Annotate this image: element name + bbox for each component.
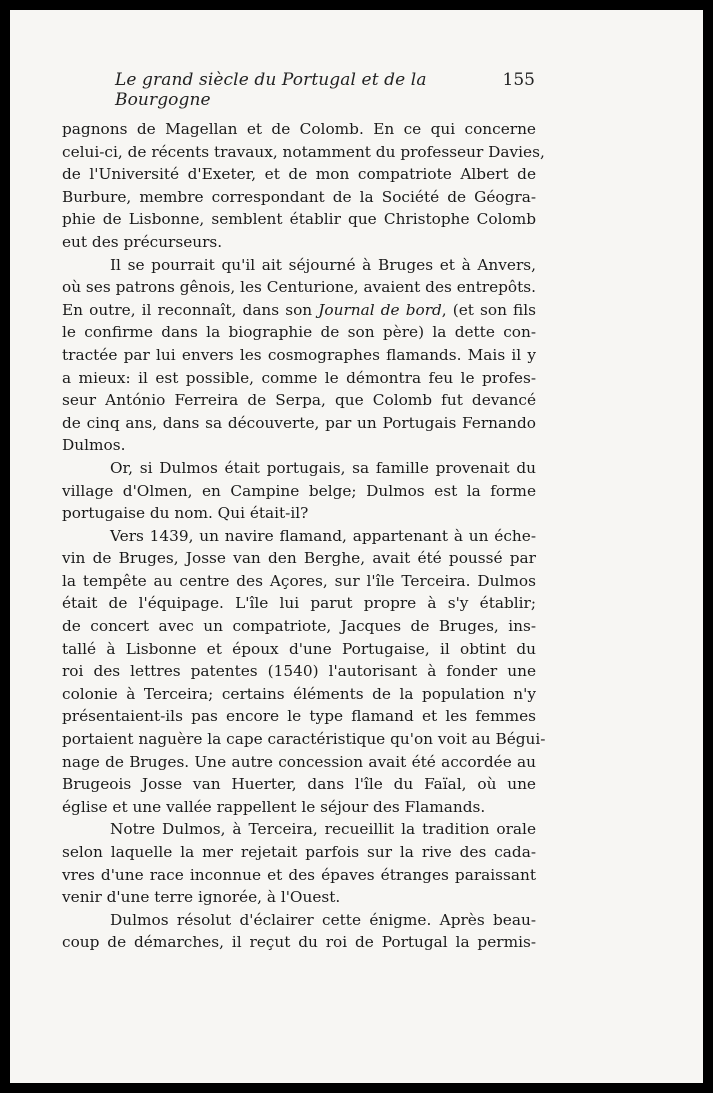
text-line: Notre Dulmos, à Terceira, recueillit la tradition orale (110, 820, 536, 839)
text-line: était de l'équipage. L'île lui parut propre à s'y établir; (62, 594, 536, 613)
text-line: la tempête au centre des Açores, sur l'île Terceira. Dulmos (62, 571, 536, 590)
text-line: a mieux: il est possible, comme le démontra feu le profes- (62, 368, 536, 387)
text-line: de l'Université d'Exeter, et de mon compatriote Albert de (62, 165, 536, 184)
text-line: Or, si Dulmos était portugais, sa famille provenait du (110, 458, 536, 477)
text-line: nage de Bruges. Une autre concession avait été accordée au (62, 752, 536, 771)
text-line: Dulmos. (62, 436, 126, 455)
text-line: vin de Bruges, Josse van den Berghe, avait été poussé par (62, 549, 536, 568)
book-page (10, 10, 703, 1083)
page-number: 155 (502, 70, 535, 90)
text-line: Burbure, membre correspondant de la Société de Géogra- (62, 187, 536, 206)
text-line: pagnons de Magellan et de Colomb. En ce qui concerne (62, 120, 536, 138)
text-line: portaient naguère la cape caractéristique qu'on voit au Bégui- (62, 730, 546, 749)
text-line: de cinq ans, dans sa découverte, par un Portugais Fernando (62, 413, 536, 432)
book-title-emphasis: Journal de bord (318, 300, 442, 319)
text-line: colonie à Terceira; certains éléments de la population n'y (62, 684, 536, 703)
text-line: tractée par lui envers les cosmographes flamands. Mais il y (62, 345, 536, 364)
text-line: tallé à Lisbonne et époux d'une Portugaise, il obtint du (62, 639, 536, 658)
text-line: coup de démarches, il reçut du roi de Portugal la permis- (62, 933, 536, 952)
text-line: église et une vallée rappellent le séjour des Flamands. (62, 797, 486, 816)
text-line: roi des lettres patentes (1540) l'autorisant à fonder une (62, 662, 536, 681)
text-line: le confirme dans la biographie de son père) la dette con- (62, 323, 536, 342)
text-line: seur António Ferreira de Serpa, que Colomb fut devancé (62, 391, 536, 410)
text-line: où ses patrons gênois, les Centurione, avaient des entrepôts. (62, 278, 536, 297)
body-text (62, 118, 546, 954)
text-line: phie de Lisbonne, semblent établir que Christophe Colomb (62, 210, 536, 229)
page-header (115, 70, 535, 110)
text-line: présentaient-ils pas encore le type flamand et les femmes (62, 707, 536, 726)
text-line: En outre, il reconnaît, dans son Journal de bord, (et son fils (62, 300, 536, 319)
text-line: venir d'une terre ignorée, à l'Ouest. (62, 888, 341, 907)
text-line: vres d'une race inconnue et des épaves étranges paraissant (62, 865, 536, 884)
text-line: eut des précurseurs. (62, 232, 223, 251)
text-line: de concert avec un compatriote, Jacques de Bruges, ins- (62, 617, 536, 636)
text-line: village d'Olmen, en Campine belge; Dulmos est la forme (62, 481, 536, 500)
text-line: portugaise du nom. Qui était-il? (62, 504, 309, 523)
text-line: Dulmos résolut d'éclairer cette énigme. Après beau- (110, 910, 536, 929)
text-line: Il se pourrait qu'il ait séjourné à Bruges et à Anvers, (110, 255, 536, 274)
text-line: celui-ci, de récents travaux, notamment du professeur Davies, (62, 142, 545, 161)
running-title: Le grand siècle du Portugal et de la Bourgogne (115, 70, 427, 110)
text-line: Vers 1439, un navire flamand, appartenant à un éche- (110, 526, 536, 545)
text-line: Brugeois Josse van Huerter, dans l'île du Faïal, où une (62, 775, 536, 794)
text-line: selon laquelle la mer rejetait parfois sur la rive des cada- (62, 843, 536, 861)
